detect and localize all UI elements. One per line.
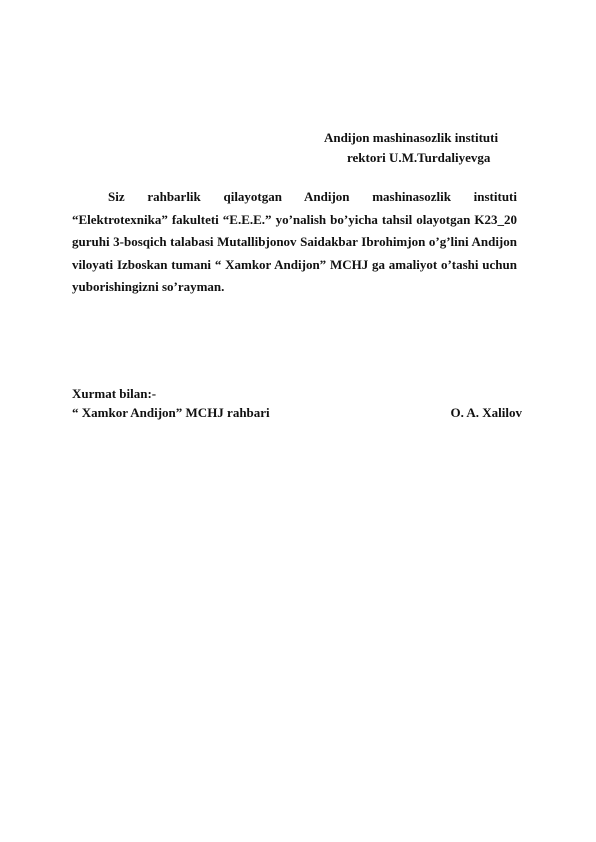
addressee-institution: Andijon mashinasozlik instituti — [324, 130, 499, 145]
signature-row — [72, 403, 522, 422]
signatory-position: “ Xamkor Andijon” MCHJ rahbari — [72, 405, 270, 420]
closing-block — [72, 384, 522, 422]
addressee-rector: rektori U.M.Turdaliyevga — [347, 150, 491, 165]
signatory-name: O. A. Xalilov — [450, 405, 522, 420]
closing-regards: Xurmat bilan:- — [72, 386, 157, 401]
addressee-block — [324, 128, 524, 168]
request-paragraph: Siz rahbarlik qilayotgan Andijon mashinasozlik instituti “Elektrotexnika” fakulteti “E.E.E.” yo’nalish bo’yicha tahsil olayotgan K23_20 guruhi 3-bosqich talabasi Mutallibjonov Saidakbar Ibrohimjon o’g’lini Andijon viloyati Izboskan tumani “ Xamkor Andijon” MCHJ ga amaliyot o’tashi uchun yuborishingizni so’rayman. — [72, 189, 517, 294]
